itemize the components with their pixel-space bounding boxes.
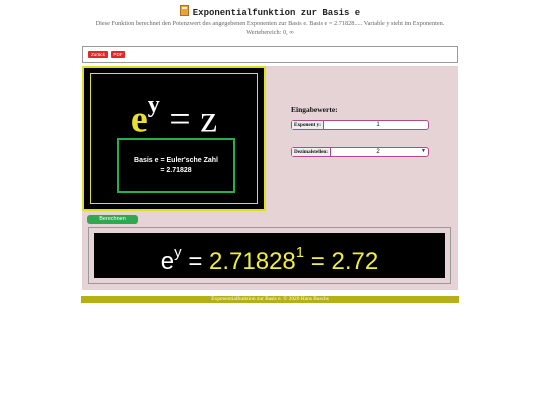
formula-base: e xyxy=(130,98,148,141)
exponent-field xyxy=(291,120,429,130)
result-text xyxy=(94,233,445,284)
calculator-icon xyxy=(180,5,189,16)
back-button[interactable]: Zurück xyxy=(88,51,108,58)
result-equals-2: = xyxy=(310,248,325,275)
formula-frame xyxy=(90,73,258,204)
result-frame xyxy=(88,227,451,284)
basis-line-1: Basis e = Euler'sche Zahl xyxy=(134,157,218,164)
exponent-input[interactable]: 1 xyxy=(376,122,380,128)
inputs-heading: Eingabewerte: xyxy=(291,105,338,114)
result-equals-1: = xyxy=(188,248,203,275)
formula-exponent: y xyxy=(147,92,160,118)
result-base: e xyxy=(160,248,175,275)
page-description: Diese Funktion berechnet den Potenzwert des angegebenen Exponenten zur Basis e. Basis e = 2.71828..... Variable y steht im Exponenten. Wertebereich: 0, ∞ xyxy=(95,20,445,36)
result-base-value: 2.71828 xyxy=(209,248,296,275)
result-power: 1 xyxy=(295,244,305,261)
toolbar xyxy=(82,46,458,63)
page-title xyxy=(0,5,540,18)
page-title-text: Exponentialfunktion zur Basis e xyxy=(192,8,361,18)
footer: Exponentialfunktion zur Basis e. © 2020 Hans Buschs xyxy=(81,296,459,303)
formula-display xyxy=(91,91,257,140)
decimals-label: Dezimalstellen: xyxy=(292,148,331,156)
result-output: 2.72 xyxy=(331,248,379,275)
basis-line-2: = 2.71828 xyxy=(160,167,192,174)
chevron-down-icon[interactable]: ▼ xyxy=(421,149,426,154)
basis-info-text xyxy=(119,156,233,176)
calculate-button[interactable]: Berechnen xyxy=(87,215,138,224)
formula-rest: = z xyxy=(169,98,218,141)
pdf-button[interactable]: PDF xyxy=(111,51,125,58)
basis-info-box xyxy=(117,138,235,193)
result-display xyxy=(94,233,445,278)
result-panel xyxy=(82,212,458,290)
decimals-select[interactable]: 2 xyxy=(376,149,380,155)
result-exponent: y xyxy=(174,244,182,261)
formula-panel xyxy=(82,66,266,211)
main-panel xyxy=(82,66,458,212)
decimals-field xyxy=(291,147,429,157)
exponent-label: Exponent y: xyxy=(292,121,324,129)
